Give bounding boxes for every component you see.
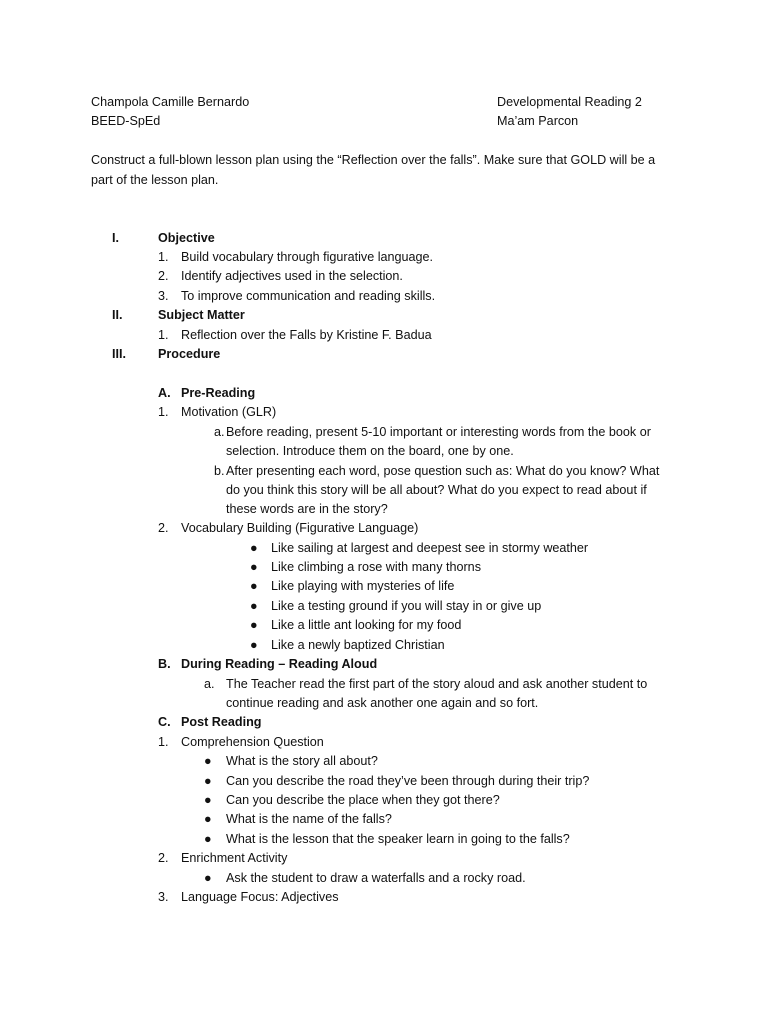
section-title-procedure: Procedure: [158, 347, 221, 361]
motivation-letter-a: a.: [214, 425, 225, 439]
subsection-title-post-reading: Post Reading: [181, 715, 262, 729]
objective-number: 3.: [158, 289, 169, 303]
instructor-name: Ma’am Parcon: [497, 114, 579, 128]
motivation-number: 1.: [158, 405, 169, 419]
subsection-letter-pre-reading: A.: [158, 386, 171, 400]
vocabulary-bullet: Like playing with mysteries of life: [271, 579, 455, 593]
enrichment-number: 2.: [158, 851, 169, 865]
objective-number: 2.: [158, 269, 169, 283]
subject-title: Developmental Reading 2: [497, 95, 642, 109]
bullet-icon: ●: [204, 774, 212, 788]
bullet-icon: ●: [204, 793, 212, 807]
objective-item: Build vocabulary through figurative language.: [181, 250, 434, 264]
section-numeral-objective: I.: [112, 231, 119, 245]
motivation-b-line: do you think this story will be all about? What do you expect to read about if: [226, 483, 647, 497]
motivation-b-line: these words are in the story?: [226, 502, 388, 516]
objective-number: 1.: [158, 250, 169, 264]
bullet-icon: ●: [204, 754, 212, 768]
motivation-b-line: After presenting each word, pose question such as: What do you know? What: [226, 464, 660, 478]
during-reading-line: continue reading and ask another one again and so fort.: [226, 696, 539, 710]
vocabulary-title: Vocabulary Building (Figurative Language): [181, 521, 419, 535]
subsection-letter-post-reading: C.: [158, 715, 171, 729]
language-focus-title: Language Focus: Adjectives: [181, 890, 339, 904]
enrichment-title: Enrichment Activity: [181, 851, 288, 865]
motivation-title: Motivation (GLR): [181, 405, 277, 419]
comprehension-bullet: Can you describe the road they’ve been through during their trip?: [226, 774, 590, 788]
bullet-icon: ●: [250, 618, 258, 632]
vocabulary-bullet: Like a testing ground if you will stay in or give up: [271, 599, 542, 613]
subsection-title-pre-reading: Pre-Reading: [181, 386, 256, 400]
bullet-icon: ●: [250, 560, 258, 574]
bullet-icon: ●: [250, 638, 258, 652]
vocabulary-number: 2.: [158, 521, 169, 535]
bullet-icon: ●: [250, 579, 258, 593]
bullet-icon: ●: [204, 812, 212, 826]
subject-matter-number: 1.: [158, 328, 169, 342]
instruction-line-1: Construct a full-blown lesson plan using the “Reflection over the falls”. Make sure that GOLD will be a: [91, 153, 656, 167]
language-focus-number: 3.: [158, 890, 169, 904]
bullet-icon: ●: [250, 541, 258, 555]
comprehension-bullet: Can you describe the place when they got there?: [226, 793, 500, 807]
comprehension-bullet: What is the story all about?: [226, 754, 378, 768]
instruction-line-2: part of the lesson plan.: [91, 173, 219, 187]
vocabulary-bullet: Like a newly baptized Christian: [271, 638, 445, 652]
comprehension-bullet: What is the lesson that the speaker learn in going to the falls?: [226, 832, 570, 846]
section-numeral-procedure: III.: [112, 347, 126, 361]
bullet-icon: ●: [204, 871, 212, 885]
subject-matter-item: Reflection over the Falls by Kristine F. Badua: [181, 328, 432, 342]
during-reading-letter-a: a.: [204, 677, 215, 691]
bullet-icon: ●: [250, 599, 258, 613]
comprehension-bullet: What is the name of the falls?: [226, 812, 392, 826]
motivation-a-line: Before reading, present 5-10 important or interesting words from the book or: [226, 425, 651, 439]
objective-item: To improve communication and reading skills.: [181, 289, 436, 303]
comprehension-number: 1.: [158, 735, 169, 749]
comprehension-title: Comprehension Question: [181, 735, 324, 749]
subsection-letter-during-reading: B.: [158, 657, 171, 671]
course-program: BEED-SpEd: [91, 114, 161, 128]
vocabulary-bullet: Like sailing at largest and deepest see in stormy weather: [271, 541, 589, 555]
vocabulary-bullet: Like climbing a rose with many thorns: [271, 560, 481, 574]
subsection-title-during-reading: During Reading – Reading Aloud: [181, 657, 378, 671]
objective-item: Identify adjectives used in the selection.: [181, 269, 403, 283]
student-name: Champola Camille Bernardo: [91, 95, 250, 109]
section-title-objective: Objective: [158, 231, 215, 245]
during-reading-line: The Teacher read the first part of the story aloud and ask another student to: [226, 677, 648, 691]
bullet-icon: ●: [204, 832, 212, 846]
vocabulary-bullet: Like a little ant looking for my food: [271, 618, 462, 632]
motivation-a-line: selection. Introduce them on the board, one by one.: [226, 444, 514, 458]
motivation-letter-b: b.: [214, 464, 225, 478]
section-numeral-subject-matter: II.: [112, 308, 123, 322]
section-title-subject-matter: Subject Matter: [158, 308, 245, 322]
enrichment-bullet: Ask the student to draw a waterfalls and a rocky road.: [226, 871, 526, 885]
